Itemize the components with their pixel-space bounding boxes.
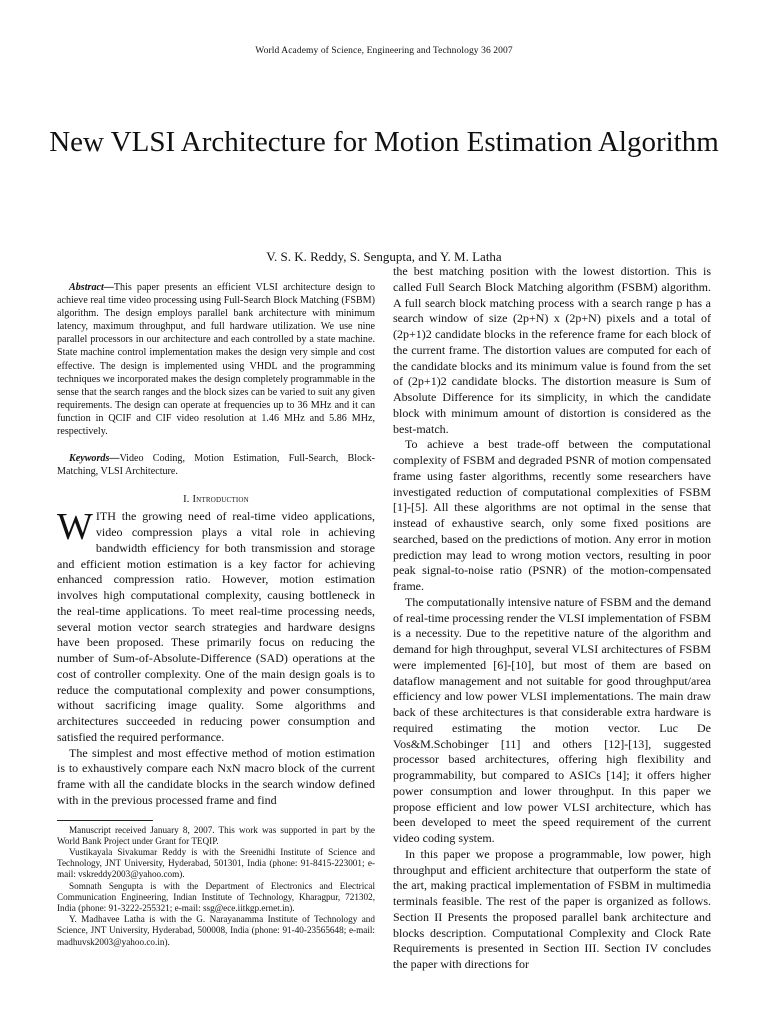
abstract-lead: Abstract— (69, 282, 114, 293)
paper-title: New VLSI Architecture for Motion Estimation Algorithm (49, 126, 719, 158)
keywords (57, 452, 375, 478)
right-paragraph-2: To achieve a best trade-off between the computational complexity of FSBM and degraded PSNR of motion compensated frame using faster algorithms, recently some researchers have investigated reduction of computational complexities of FSBM [1]-[5]. All these algorithms are not optimal in the sense that instead of exhaustive search, only some fixed positions are searched, based on the predictions of motion. Any error in motion prediction may lead to wrong motion vectors, resulting in poor peak signal-to-noise ratio (PSNR) of the motion-compensated frame. (393, 437, 711, 593)
right-paragraph-3: The computationally intensive nature of FSBM and the demand of real-time processing render the VLSI implementation of FSBM is a necessity. Due to the repetitive nature of the algorithm and demand for high throughput, several VLSI architectures of FSBM were implemented [6]-[10], but most of them are based on dataflow management and not suitable for good throughput/area efficiency and low power VLSI implementations. The main draw back of these architectures is that considerable extra hardware is required estimating the motion vector. Luc De Vos&M.Schobinger [11] and others [12]-[13], suggested processor based architectures, offering high flexibility and programmability, but compared to ASICs [14]; it offers higher power consumption and lower throughput. In this paper we propose efficient and low power VLSI architecture, which has been developed to meet the speed requirement of the current video coding system. (393, 594, 711, 845)
footnote-author-1: Vustikayala Sivakumar Reddy is with the Sreenidhi Institute of Science and Technology, JNT University, Hyderabad, 501301, India (phone: 91-8415-223001; e-mail: vskreddy2003@yahoo.com). (57, 846, 375, 880)
intro-paragraph-1-text: ITH the growing need of real-time video applications, video compression plays a vital role in achieving bandwidth efficiency for both transmission and storage and efficient motion estimation is a key factor for achieving enhanced compression ratio. However, motion estimation involves high computational complexity, causing bottleneck in the real-time applications. To meet real-time processing needs, several motion vector search strategies and hardware designs have been proposed. These primarily focus on reducing the number of Sum-of-Absolute-Difference (SAD) operations at the cost of controller complexity. One of the main design goals is to reduce the computational complexity and power consumptions, without sacrificing image quality. Some algorithms and architectures succeeded in reducing power consumption and satisfied the required performance. (57, 509, 375, 744)
author-list: V. S. K. Reddy, S. Sengupta, and Y. M. Latha (266, 249, 502, 264)
footnote-author-3: Y. Madhavee Latha is with the G. Narayanamma Institute of Technology and Science, JNT University, Hyderabad, 500008, India (phone: 91-40-23565648; e-mail: madhuvsk2003@yahoo.co.in). (57, 914, 375, 947)
intro-paragraph-2: The simplest and most effective method of motion estimation is to exhaustively compare each NxN macro block of the current frame with all the candidate blocks in the search window defined with in the previous processed frame and find (57, 745, 375, 807)
drop-cap: W (57, 506, 93, 549)
abstract-text: This paper presents an efficient VLSI architecture design to achieve real time video processing using Full-Search Block Matching (FSBM) algorithm. The design employs parallel bank architecture with minimum latency, maximum throughput, and full hardware utilization. We use nine parallel processors in our architecture and each controlled by a state machine. State machine control implementation makes the design very simple and cost effective. The design is implemented using VHDL and the programming techniques we incorporated makes the design completely programmable in the sense that the search ranges and the block sizes can be varied to suit any given requirements. The design can operate at frequencies up to 36 MHz and it can function in QCIF and CIF video resolution at 1.46 MHz and 5.86 MHz, respectively. (57, 282, 375, 438)
running-header: World Academy of Science, Engineering and Technology 36 2007 (255, 46, 513, 56)
intro-paragraph-1 (57, 506, 375, 745)
footnote-rule (57, 820, 153, 821)
right-paragraph-1: the best matching position with the lowest distortion. This is called Full Search Block Matching algorithm (FSBM) algorithm. A full search block matching process with a search range p has a search window of size (2p+N) x (2p+N) pixels and a total of (2p+1)2 candidate blocks in the reference frame for each block of the current frame. The distortion values are computed for each of the candidate blocks and its minimum value is found from the set of (2p+1)2 candidate blocks. The distortion measure is Sum of Absolute Difference for its simplicity, in which the candidate block with minimum amount of distortion is considered as the best-match. (393, 264, 711, 436)
keywords-text: Video Coding, Motion Estimation, Full-Search, Block-Matching, VLSI Architecture. (57, 453, 375, 478)
footnote-author-2: Somnath Sengupta is with the Department of Electronics and Electrical Communication Engineering, Indian Institute of Technology, Kharagpur, 721302, India (phone: 91-3222-255321; e-mail: ssg@ece.iitkgp.ernet.in). (57, 880, 375, 913)
section-heading-introduction: I. Introduction (183, 494, 249, 506)
abstract (57, 281, 375, 438)
footnote-manuscript: Manuscript received January 8, 2007. This work was supported in part by the World Bank Project under Grant for TEQIP. (57, 824, 375, 846)
right-paragraph-4: In this paper we propose a programmable, low power, high throughput and efficient architecture that outperform the state of the art, making practical implementation of FSBM in multimedia terminals feasible. The rest of the paper is organized as follows. Section II Presents the proposed parallel bank architecture and blocks description. Computational Complexity and Clock Rate Requirements is presented in Section III. Section IV concludes the paper with directions for (393, 846, 711, 971)
right-column (393, 264, 711, 973)
keywords-lead: Keywords— (69, 453, 120, 465)
left-column (57, 264, 375, 948)
